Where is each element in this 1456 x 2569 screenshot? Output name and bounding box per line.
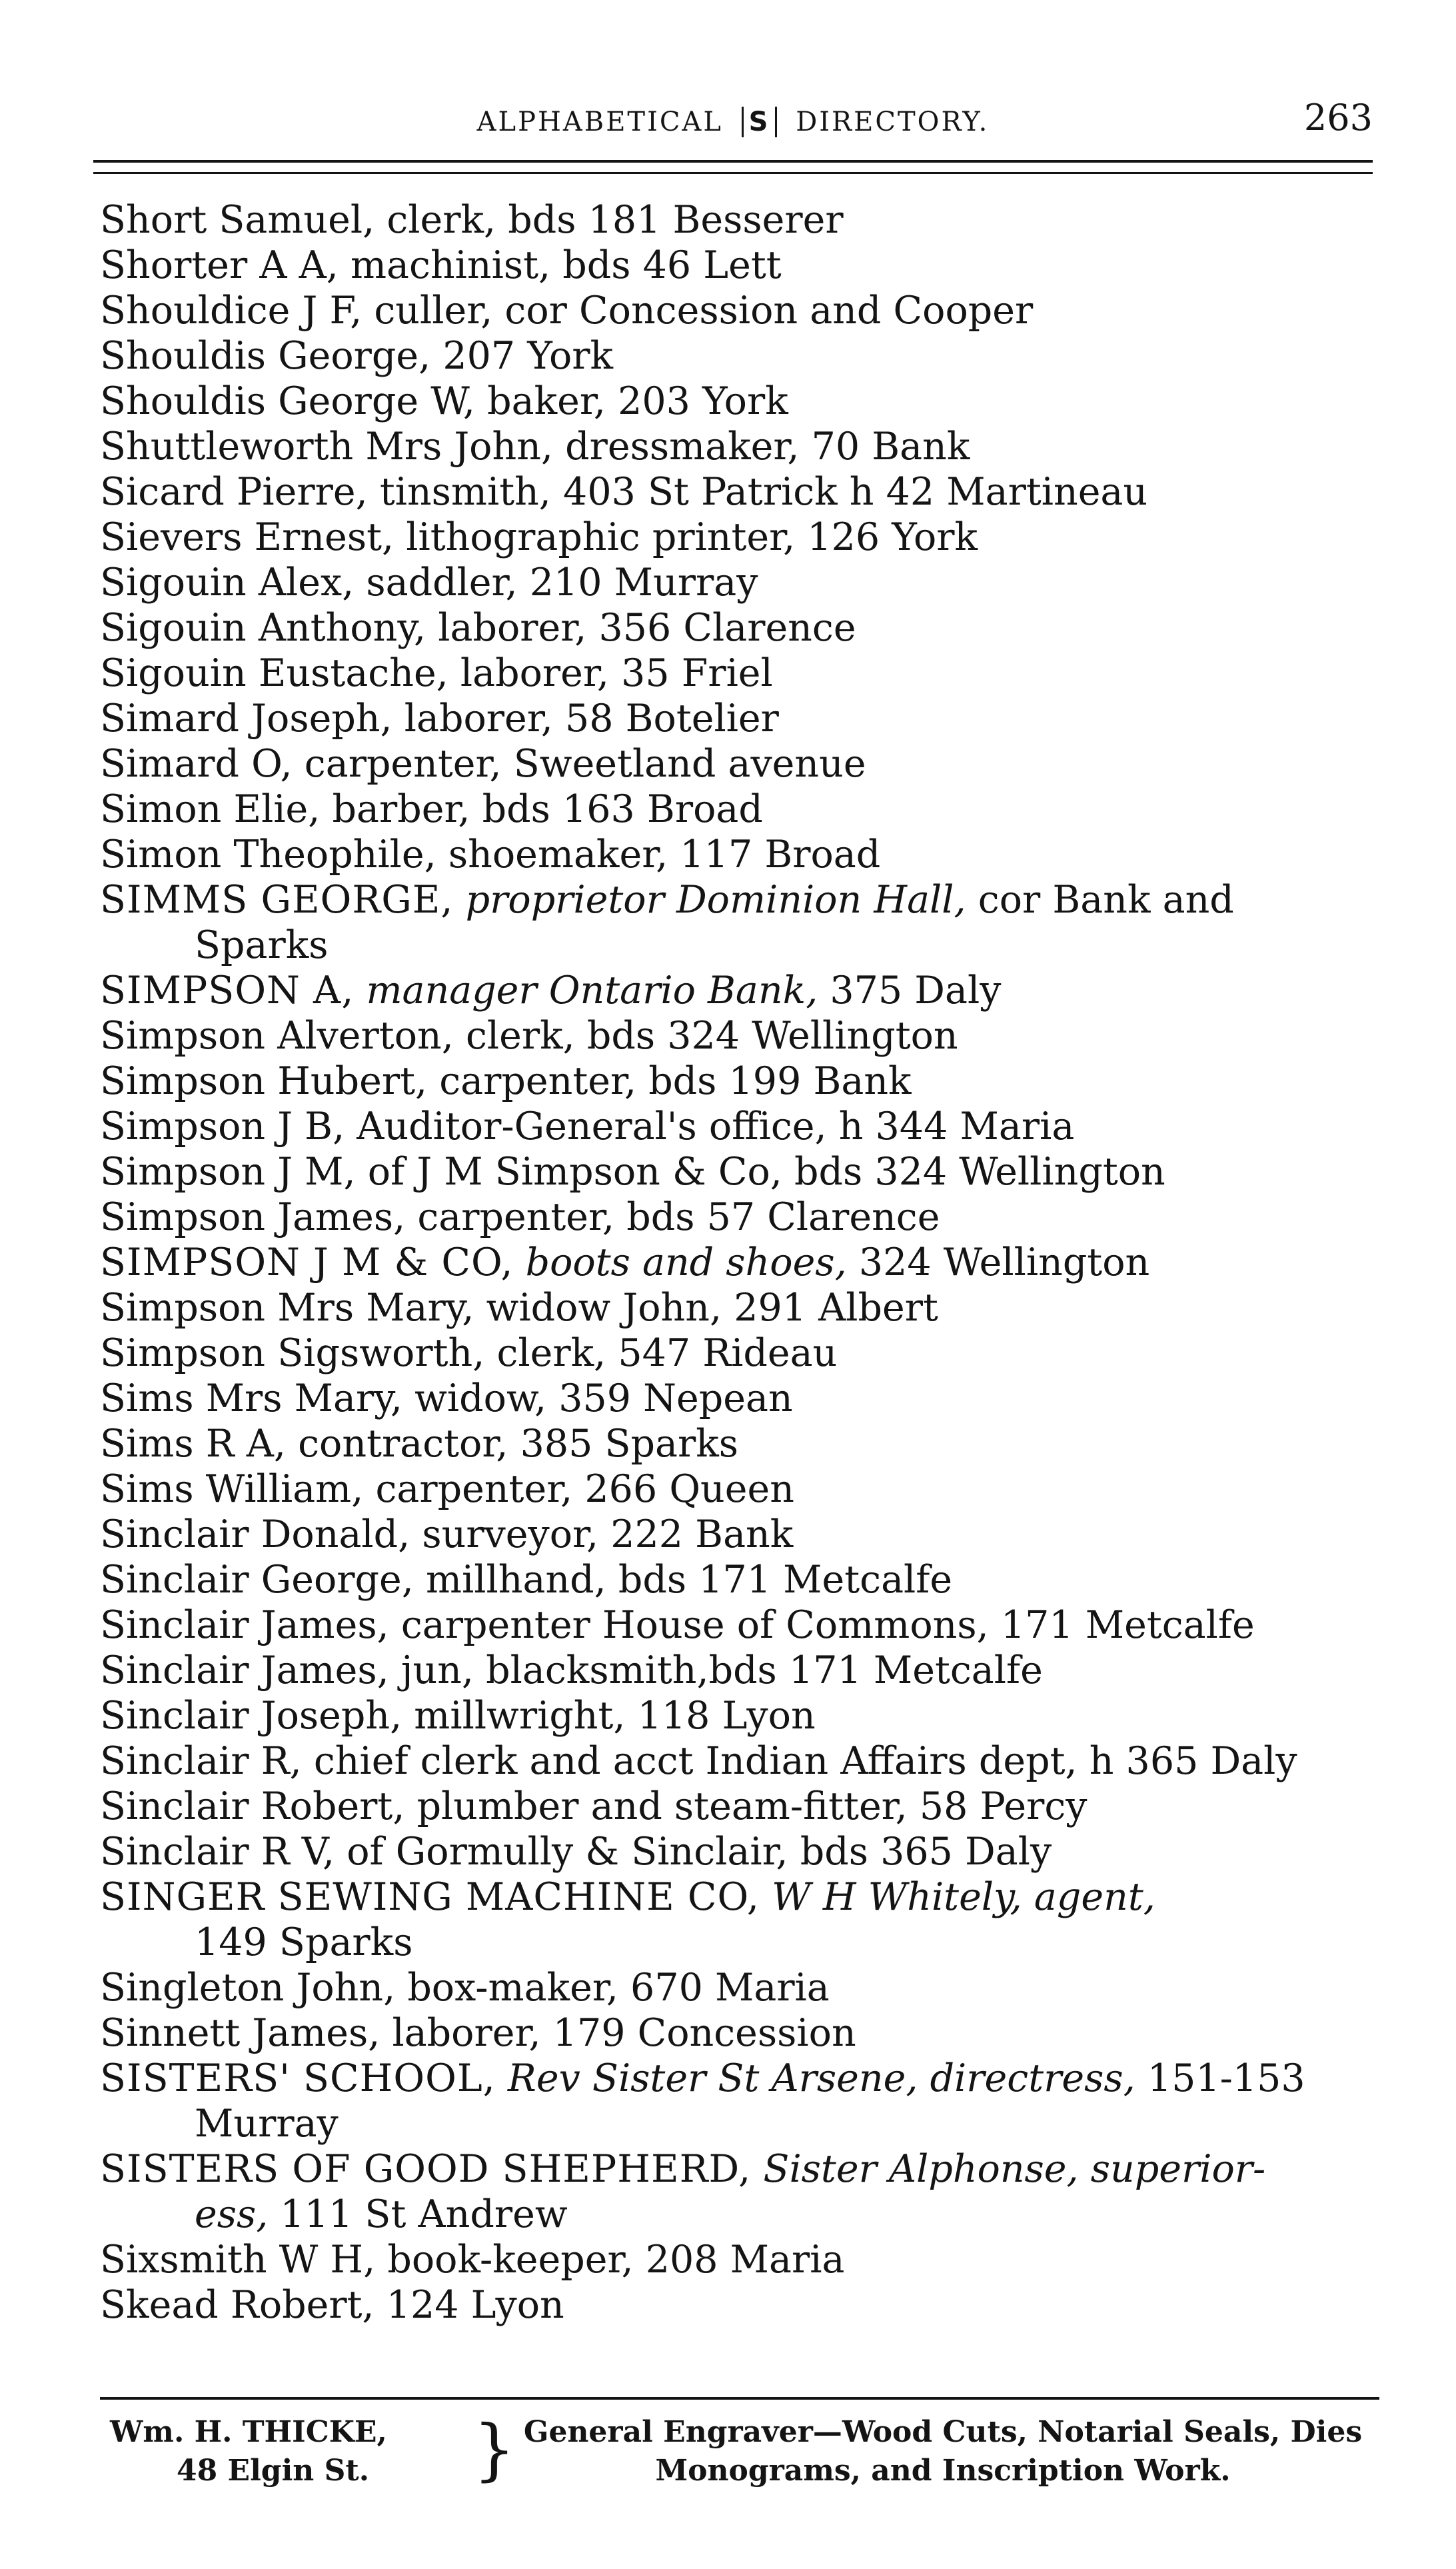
- entry-continuation-description: ess,: [195, 2192, 269, 2236]
- page-number: 263: [1303, 97, 1373, 139]
- directory-entries: [100, 197, 1379, 2328]
- entry-text: Shouldice J F, culler, cor Concession and Cooper: [100, 289, 1034, 333]
- page-header: [93, 93, 1373, 147]
- header-rule: [93, 160, 1373, 174]
- entry-text: Short Samuel, clerk, bds 181 Besserer: [100, 198, 844, 242]
- entry-continuation-text: 149 Sparks: [195, 1920, 413, 1964]
- entry-name: SISTERS' SCHOOL,: [100, 2056, 496, 2100]
- entry-text: Simard O, carpenter, Sweetland avenue: [100, 742, 866, 786]
- entry-text: Skead Robert, 124 Lyon: [100, 2283, 564, 2327]
- directory-entry: [100, 2010, 1379, 2056]
- directory-entry: [100, 1829, 1379, 1874]
- directory-entry: [100, 1512, 1379, 1557]
- directory-entry: [100, 515, 1379, 560]
- entry-address: 324 Wellington: [858, 1241, 1150, 1284]
- entry-text: Sims Mrs Mary, widow, 359 Nepean: [100, 1376, 793, 1420]
- entry-text: Sinclair Robert, plumber and steam-fitter, 58 Percy: [100, 1784, 1088, 1828]
- directory-entry: [100, 1557, 1379, 1602]
- directory-entry: [100, 1874, 1379, 1965]
- entry-text: Simpson Sigsworth, clerk, 547 Rideau: [100, 1331, 838, 1375]
- advertiser: [110, 2413, 387, 2490]
- directory-entry: [100, 424, 1379, 469]
- entry-text: Sicard Pierre, tinsmith, 403 St Patrick h 42 Martineau: [100, 470, 1148, 514]
- entry-text: Simpson James, carpenter, bds 57 Clarence: [100, 1195, 940, 1239]
- directory-entry: [100, 2056, 1379, 2146]
- entry-text: Simon Elie, barber, bds 163 Broad: [100, 787, 763, 831]
- directory-entry: [100, 696, 1379, 741]
- entry-address: cor Bank and: [978, 878, 1234, 922]
- directory-entry: [100, 1784, 1379, 1829]
- directory-entry: [100, 741, 1379, 787]
- entry-description: proprietor Dominion Hall,: [465, 878, 966, 922]
- entry-text: Sievers Ernest, lithographic printer, 126 York: [100, 515, 978, 559]
- directory-entry: [100, 1466, 1379, 1512]
- directory-entry: [100, 1376, 1379, 1421]
- running-head: [93, 107, 1373, 137]
- section-letter: S: [742, 107, 778, 137]
- entry-text: Sinclair R, chief clerk and acct Indian Affairs dept, h 365 Daly: [100, 1739, 1297, 1783]
- entry-name: SINGER SEWING MACHINE CO,: [100, 1875, 760, 1919]
- entry-text: Sinclair James, jun, blacksmith,bds 171 Metcalfe: [100, 1648, 1043, 1692]
- entry-text: Simpson Alverton, clerk, bds 324 Wellington: [100, 1014, 958, 1058]
- entry-name: SIMPSON J M & CO,: [100, 1241, 514, 1284]
- directory-entry: [100, 1285, 1379, 1330]
- directory-entry: [100, 1965, 1379, 2010]
- entry-description: Rev Sister St Arsene, directress,: [507, 2056, 1135, 2100]
- directory-entry: [100, 651, 1379, 696]
- advertisement-line-2: Monograms, and Inscription Work.: [655, 2454, 1231, 2488]
- entry-continuation: [100, 2192, 1379, 2237]
- entry-continuation-text: 111 St Andrew: [280, 2192, 568, 2236]
- entry-text: Simon Theophile, shoemaker, 117 Broad: [100, 833, 881, 877]
- advertiser-name: Wm. H. THICKE,: [110, 2415, 387, 2449]
- directory-entry: [100, 2282, 1379, 2328]
- entry-address: 151-153: [1147, 2056, 1305, 2100]
- entry-description: Sister Alphonse, superior-: [763, 2147, 1266, 2191]
- directory-entry: [100, 1330, 1379, 1376]
- advertisement-footer: [110, 2410, 1376, 2500]
- brace-divider: }: [473, 2410, 516, 2488]
- footer-rule: [100, 2397, 1379, 2400]
- entry-continuation-text: Murray: [195, 2102, 339, 2146]
- directory-entry: [100, 1693, 1379, 1738]
- entry-continuation: [100, 2101, 1379, 2146]
- directory-entry: [100, 2237, 1379, 2282]
- directory-entry: [100, 1195, 1379, 1240]
- entry-text: Simpson Mrs Mary, widow John, 291 Albert: [100, 1286, 938, 1330]
- running-head-right: DIRECTORY.: [796, 107, 990, 137]
- entry-text: Simard Joseph, laborer, 58 Botelier: [100, 697, 779, 741]
- entry-name: SISTERS OF GOOD SHEPHERD,: [100, 2147, 752, 2191]
- directory-entry: [100, 605, 1379, 651]
- directory-entry: [100, 1240, 1379, 1285]
- entry-text: Sims William, carpenter, 266 Queen: [100, 1467, 794, 1511]
- entry-text: Sigouin Alex, saddler, 210 Murray: [100, 561, 758, 605]
- advertiser-address: 48 Elgin St.: [177, 2454, 370, 2488]
- entry-description: manager Ontario Bank,: [366, 969, 818, 1013]
- directory-entry: [100, 288, 1379, 333]
- directory-entry: [100, 469, 1379, 515]
- directory-entry: [100, 1059, 1379, 1104]
- directory-entry: [100, 1104, 1379, 1149]
- directory-entry: [100, 1149, 1379, 1195]
- entry-text: Shouldis George W, baker, 203 York: [100, 379, 788, 423]
- directory-entry: [100, 1602, 1379, 1648]
- directory-entry: [100, 2146, 1379, 2237]
- entry-continuation-text: Sparks: [195, 923, 329, 967]
- entry-address: 375 Daly: [830, 969, 1002, 1013]
- entry-text: Shuttleworth Mrs John, dressmaker, 70 Bank: [100, 425, 970, 469]
- entry-description: W H Whitely, agent,: [772, 1875, 1155, 1919]
- entry-text: Sinclair R V, of Gormully & Sinclair, bds 365 Daly: [100, 1830, 1052, 1874]
- entry-text: Shorter A A, machinist, bds 46 Lett: [100, 243, 782, 287]
- entry-text: Sigouin Anthony, laborer, 356 Clarence: [100, 606, 856, 650]
- entry-text: Sinclair Joseph, millwright, 118 Lyon: [100, 1694, 816, 1738]
- entry-text: Sinnett James, laborer, 179 Concession: [100, 2011, 856, 2055]
- directory-entry: [100, 877, 1379, 968]
- entry-text: Shouldis George, 207 York: [100, 334, 614, 378]
- directory-entry: [100, 968, 1379, 1013]
- directory-entry: [100, 1421, 1379, 1466]
- directory-entry: [100, 1738, 1379, 1784]
- entry-text: Sinclair James, carpenter House of Commons, 171 Metcalfe: [100, 1603, 1255, 1647]
- entry-continuation: [100, 923, 1379, 968]
- running-head-left: ALPHABETICAL: [476, 107, 723, 137]
- entry-text: Sinclair Donald, surveyor, 222 Bank: [100, 1512, 794, 1556]
- directory-entry: [100, 1648, 1379, 1693]
- entry-name: SIMMS GEORGE,: [100, 878, 454, 922]
- entry-description: boots and shoes,: [525, 1241, 847, 1284]
- entry-text: Simpson J B, Auditor-General's office, h 344 Maria: [100, 1105, 1075, 1149]
- entry-text: Sinclair George, millhand, bds 171 Metcalfe: [100, 1558, 953, 1602]
- advertisement-text: [506, 2413, 1379, 2490]
- entry-text: Sixsmith W H, book-keeper, 208 Maria: [100, 2238, 845, 2282]
- directory-entry: [100, 832, 1379, 877]
- directory-entry: [100, 379, 1379, 424]
- directory-entry: [100, 787, 1379, 832]
- directory-entry: [100, 333, 1379, 379]
- entry-text: Sims R A, contractor, 385 Sparks: [100, 1422, 739, 1466]
- entry-continuation: [100, 1920, 1379, 1965]
- directory-entry: [100, 243, 1379, 288]
- entry-text: Singleton John, box-maker, 670 Maria: [100, 1966, 830, 2010]
- entry-name: SIMPSON A,: [100, 969, 355, 1013]
- advertisement-line-1: General Engraver—Wood Cuts, Notarial Seals, Dies: [523, 2415, 1363, 2449]
- directory-entry: [100, 197, 1379, 243]
- entry-text: Simpson J M, of J M Simpson & Co, bds 324 Wellington: [100, 1150, 1165, 1194]
- directory-entry: [100, 560, 1379, 605]
- entry-text: Sigouin Eustache, laborer, 35 Friel: [100, 651, 773, 695]
- directory-entry: [100, 1013, 1379, 1059]
- entry-text: Simpson Hubert, carpenter, bds 199 Bank: [100, 1059, 912, 1103]
